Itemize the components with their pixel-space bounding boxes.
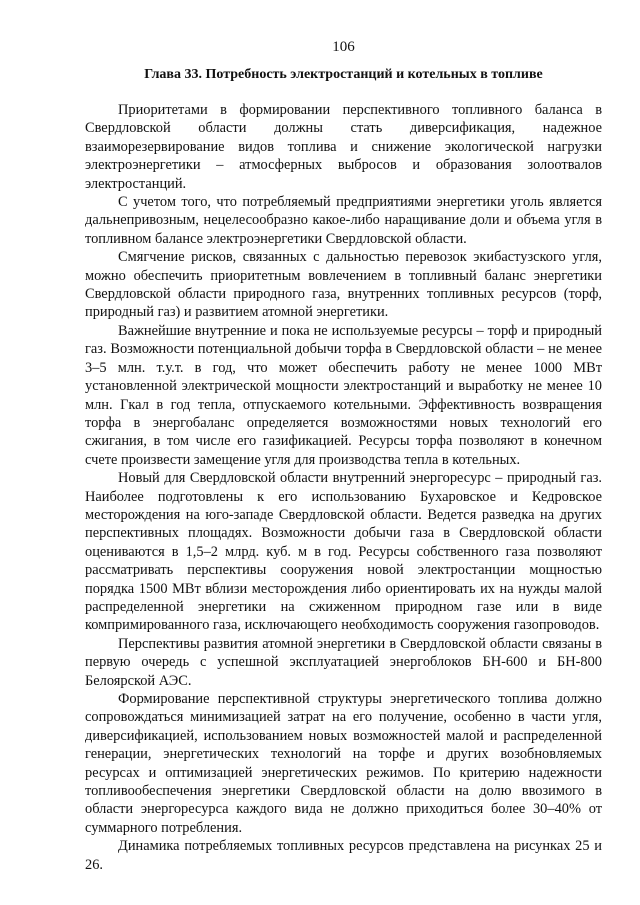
body-text (85, 101, 602, 874)
paragraph-3: Смягчение рисков, связанных с дальностью перевозок экибастузского угля, можно обеспечить приоритетным вовлечением в топливный баланс энергетики Свердловской области природного газа, внутренних топливных ресурсов (торф, природный газ) и развитием атомной энергетики. (85, 249, 602, 321)
paragraph-2: С учетом того, что потребляемый предприятиями энергетики уголь является дальнепривозным, нецелесообразно какое-либо наращивание доли и объема угля в топливном балансе электроэнергетики Свердловской области. (85, 194, 602, 247)
paragraph-4: Важнейшие внутренние и пока не используемые ресурсы – торф и природный газ. Возможности потенциальной добычи торфа в Свердловской области – не менее 3–5 млн. т.у.т. в год, что может обеспечить работу не менее 1000 МВт установленной электрической мощности электростанций и выработку не менее 10 млн. Гкал в год тепла, отпускаемого котельными. Эффективность возвращения торфа в энергобаланс определяется возможностями новых технологий его сжигания, в том числе его газификацией. Ресурсы торфа позволяют в конечном счете произвести замещение угля для производства тепла в котельных. (85, 322, 602, 468)
paragraph-5: Новый для Свердловской области внутренний энергоресурс – природный газ. Наиболее подготовлены к его использованию Бухаровское и Кедровское месторождения на юго-западе Свердловской области. Ведется разведка на других перспективных площадях. Возможности добычи газа в Свердловской области оцениваются в 1,5–2 млрд. куб. м в год. Ресурсы собственного газа позволяют рассматривать перспективы сооружения новой электростанции мощностью порядка 1500 МВт вблизи месторождения либо ориентировать их на нужды малой распределенной энергетики на сжиженном природном газе или в виде компримированного газа, исключающего необходимость сооружения газопроводов. (85, 470, 602, 634)
paragraph-7: Формирование перспективной структуры энергетического топлива должно сопровождаться минимизацией затрат на его получение, особенно в части угля, диверсификацией, использованием новых возможностей малой и распределенной генерации, энергетических технологий на торфе и других возобновляемых ресурсах и оптимизацией энергетических режимов. По критерию надежности топливообеспечения энергетики Свердловской области на долю ввозимого в области энергоресурса каждого вида не должно приходиться более 30–40% от суммарного потребления. (85, 691, 602, 836)
paragraph-6: Перспективы развития атомной энергетики в Свердловской области связаны в первую очередь с успешной эксплуатацией энергоблоков БН-600 и БН-800 Белоярской АЭС. (85, 635, 602, 689)
chapter-title: Глава 33. Потребность электростанций и котельных в топливе (144, 67, 543, 82)
paragraph-8: Динамика потребляемых топливных ресурсов представлена на рисунках 25 и 26. (85, 838, 602, 873)
page-number: 106 (332, 39, 355, 55)
paragraph-1: Приоритетами в формировании перспективного топливного баланса в Свердловской области должны стать диверсификация, надежное взаиморезервирование видов топлива и снижение экологической нагрузки электроэнергетики – атмосферных выбросов и образования золоотвалов электростанций. (85, 102, 602, 192)
